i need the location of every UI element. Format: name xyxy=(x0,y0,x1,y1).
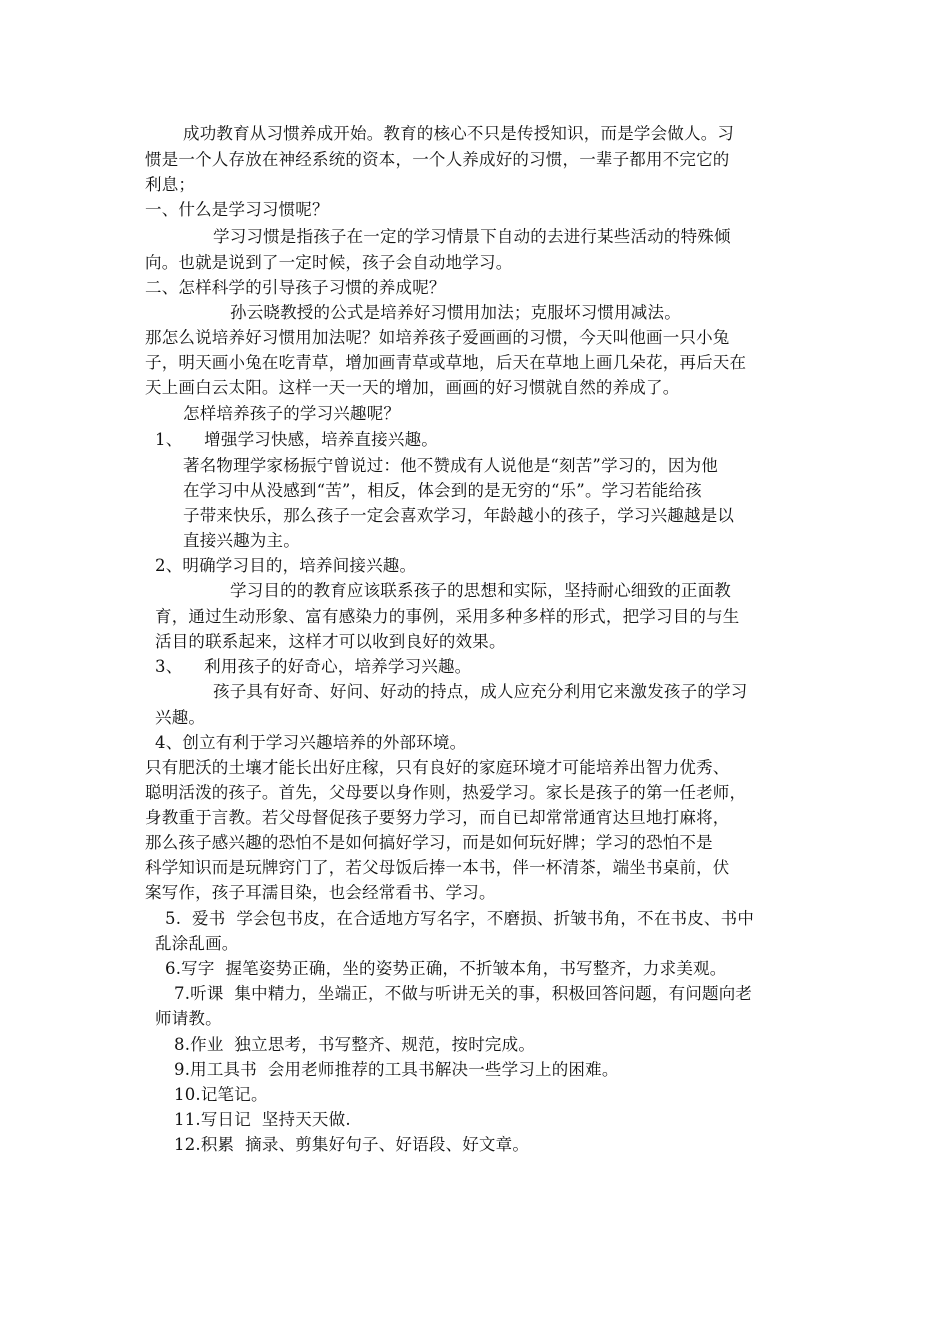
list-item-heading: 4、创立有利于学习兴趣培养的外部环境。 xyxy=(155,733,467,752)
paragraph-line: 身教重于言教。若父母督促孩子要努力学习，而自已却常常通宵达旦地打麻将， xyxy=(145,808,730,827)
paragraph-line: 那怎么说培养好习惯用加法呢？如培养孩子爱画画的习惯，今天叫他画一只小兔 xyxy=(145,328,730,347)
paragraph-line: 子带来快乐，那么孩子一定会喜欢学习，年龄越小的孩子，学习兴趣越是以 xyxy=(183,506,735,525)
section-heading: 一、什么是学习习惯呢？ xyxy=(145,200,329,219)
paragraph-line: 子，明天画小兔在吃青草，增加画青草或草地，后天在草地上画几朵花，再后天在 xyxy=(145,353,747,372)
paragraph-line: 活目的联系起来，这样才可以收到良好的效果。 xyxy=(155,632,506,651)
paragraph-line: 孙云晓教授的公式是培养好习惯用加法；克服坏习惯用减法。 xyxy=(230,303,681,322)
subsection-heading: 怎样培养孩子的学习兴趣呢？ xyxy=(183,404,401,423)
paragraph-line: 成功教育从习惯养成开始。教育的核心不只是传授知识，而是学会做人。习 xyxy=(183,124,735,143)
list-item-line: 12.积累 摘录、剪集好句子、好语段、好文章。 xyxy=(174,1135,530,1154)
paragraph-line: 聪明活泼的孩子。首先，父母要以身作则，热爱学习。家长是孩子的第一任老师， xyxy=(145,783,747,802)
list-item-line: 6.写字 握笔姿势正确，坐的姿势正确，不折皱本角，书写整齐，力求美观。 xyxy=(165,959,727,978)
paragraph-line: 向。也就是说到了一定时候，孩子会自动地学习。 xyxy=(145,253,513,272)
list-item-line: 7.听课 集中精力，坐端正，不做与听讲无关的事，积极回答问题，有问题向老 xyxy=(174,984,753,1003)
paragraph-line: 孩子具有好奇、好问、好动的持点，成人应充分利用它来激发孩子的学习 xyxy=(213,682,748,701)
list-item-heading: 2、明确学习目的，培养间接兴趣。 xyxy=(155,556,417,575)
paragraph-line: 天上画白云太阳。这样一天一天的增加，画画的好习惯就自然的养成了。 xyxy=(145,378,680,397)
paragraph-line: 利息； xyxy=(145,175,196,194)
paragraph-line: 育，通过生动形象、富有感染力的事例，采用多种多样的形式，把学习目的与生 xyxy=(155,607,740,626)
list-item-line: 5. 爱书 学会包书皮，在合适地方写名字，不磨损、折皱书角，不在书皮、书中 xyxy=(165,909,755,928)
paragraph-line: 案写作，孩子耳濡目染，也会经常看书、学习。 xyxy=(145,883,496,902)
list-item-line: 8.作业 独立思考，书写整齐、规范，按时完成。 xyxy=(174,1035,536,1054)
paragraph-line: 只有肥沃的土壤才能长出好庄稼，只有良好的家庭环境才可能培养出智力优秀、 xyxy=(145,758,730,777)
list-item-line: 乱涂乱画。 xyxy=(155,934,239,953)
section-heading: 二、怎样科学的引导孩子习惯的养成呢？ xyxy=(145,278,446,297)
paragraph-line: 兴趣。 xyxy=(155,708,206,727)
paragraph-line: 科学知识而是玩牌窍门了，若父母饭后捧一本书，伴一杯清茶，端坐书桌前，伏 xyxy=(145,858,730,877)
list-item-line: 11.写日记 坚持天天做. xyxy=(174,1110,351,1129)
paragraph-line: 学习习惯是指孩子在一定的学习情景下自动的去进行某些活动的特殊倾 xyxy=(213,227,731,246)
list-item-line: 9.用工具书 会用老师推荐的工具书解决一些学习上的困难。 xyxy=(174,1060,619,1079)
paragraph-line: 那么孩子感兴趣的恐怕不是如何搞好学习，而是如何玩好牌；学习的恐怕不是 xyxy=(145,833,713,852)
paragraph-line: 惯是一个人存放在神经系统的资本，一个人养成好的习惯，一辈子都用不完它的 xyxy=(145,150,730,169)
paragraph-line: 著名物理学家杨振宁曾说过：他不赞成有人说他是“刻苦”学习的，因为他 xyxy=(183,456,718,475)
list-item-line: 师请教。 xyxy=(155,1009,222,1028)
list-item-heading: 1、 增强学习快感，培养直接兴趣。 xyxy=(155,430,438,449)
list-item-heading: 3、 利用孩子的好奇心，培养学习兴趣。 xyxy=(155,657,472,676)
paragraph-line: 在学习中从没感到“苦”，相反，体会到的是无穷的“乐”。学习若能给孩 xyxy=(183,481,702,500)
paragraph-line: 直接兴趣为主。 xyxy=(183,531,300,550)
list-item-line: 10.记笔记。 xyxy=(174,1085,268,1104)
paragraph-line: 学习目的的教育应该联系孩子的思想和实际，坚持耐心细致的正面教 xyxy=(230,581,731,600)
